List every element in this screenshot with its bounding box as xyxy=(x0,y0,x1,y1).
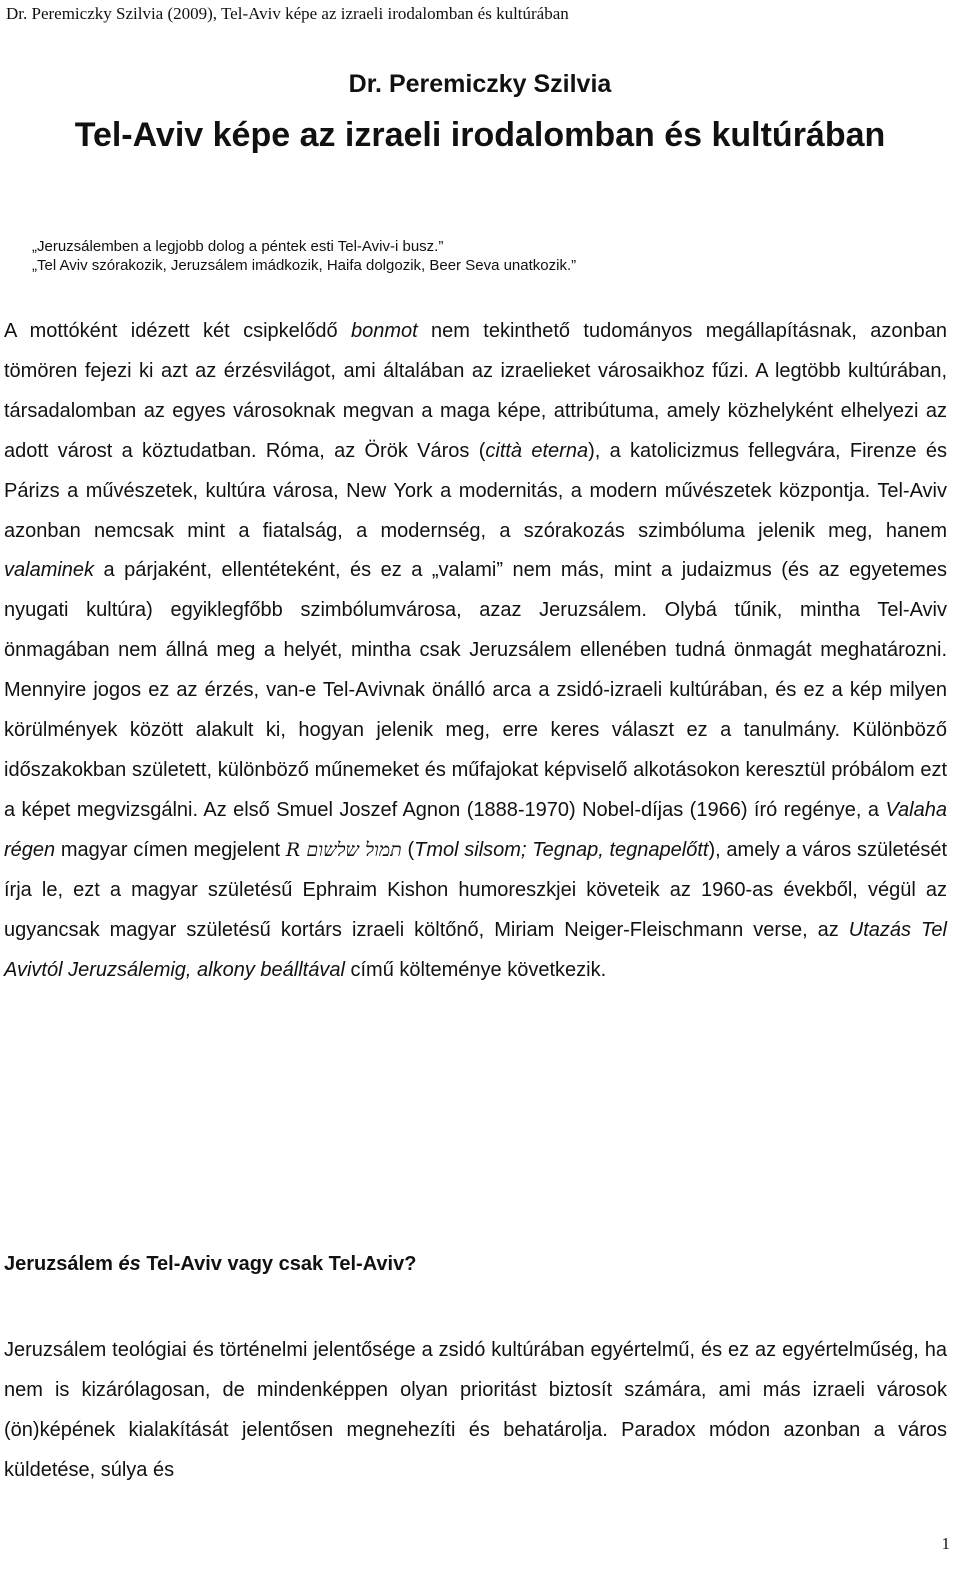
heading-run: Tel-Aviv vagy csak Tel-Aviv? xyxy=(140,1253,417,1275)
heading-italic-run: és xyxy=(118,1253,141,1275)
text-run: A mottóként idézett két csipkelődő xyxy=(4,320,351,342)
section-heading xyxy=(4,1253,416,1276)
text-run: a párjaként, ellentéteként, és ez a „valami” nem más, mint a judaizmus (és az egyetemes nyugati kultúra) egyiklegfőbb szimbólumvárosa, azaz Jeruzsálem. Olybá tűnik, mintha Tel-Aviv önmagában nem állná meg a helyét, mintha csak Jeruzsálem ellenében tudná önmagát meghatározni. Mennyire jogos ez az érzés, van-e Tel-Avivnak önálló arca a zsidó-izraeli kultúrában, és ez a kép milyen körülmények között alakult ki, hogyan jelenik meg, erre keres választ ez a tanulmány. Különböző időszakokban született, különböző műnemeket és műfajokat képviselő alkotásokon keresztül próbálom ezt a képet megvizsgálni. Az első Smuel Joszef Agnon (1888-1970) Nobel-díjas (1966) író regénye, a xyxy=(4,559,947,821)
hebrew-title: R תמול שלשום xyxy=(285,838,402,861)
document-title: Tel-Aviv képe az izraeli irodalomban és kultúrában xyxy=(74,116,886,154)
heading-run: Jeruzsálem xyxy=(4,1253,119,1275)
motto-block xyxy=(32,237,576,275)
body-paragraph: Jeruzsálem teológiai és történelmi jelentősége a zsidó kultúrában egyértelmű, és ez az egyértelműség, ha nem is kizárólagosan, de mindenképpen olyan prioritást biztosít számára, ami más izraeli városok (ön)képének kialakítását jelentősen megnehezíti és behatárolja. Paradox módon azonban a város küldetése, súlya és xyxy=(4,1339,947,1481)
text-run: ), amely a város születését írja le, ezt a magyar születésű Ephraim Kishon humoreszkjei követeik az 1960-as évekből, végül az ugyancsak magyar születésű kortárs izraeli költőnő, Miriam Neiger-Fleischmann verse, az xyxy=(4,838,947,941)
text-run: című költeménye következik. xyxy=(344,958,607,981)
running-header: Dr. Peremiczky Szilvia (2009), Tel-Aviv képe az izraeli irodalomban és kultúrában xyxy=(6,4,569,23)
page-number: 1 xyxy=(941,1534,950,1553)
italic-run: Valaha régen xyxy=(4,798,947,861)
text-run: ( xyxy=(401,838,415,861)
italic-run: valaminek xyxy=(4,559,95,582)
text-run: nem tekinthető tudományos megállapításnak, azonban tömören fejezi ki azt az érzésvilágot, ami általában az izraelieket városaikhoz fűzi. A legtöbb kultúrában, társadalomban az egyes városoknak megvan a maga képe, attribútuma, amely közhelyként elhelyezi az adott várost a köztudatban. Róma, az Örök Város ( xyxy=(4,320,948,462)
author-name: Dr. Peremiczky Szilvia xyxy=(348,70,612,98)
italic-run: bonmot xyxy=(350,320,418,342)
motto-line: „Jeruzsálemben a legjobb dolog a péntek esti Tel-Aviv-i busz.” xyxy=(32,238,444,255)
text-run: magyar címen megjelent xyxy=(55,838,286,861)
italic-run: città eterna xyxy=(485,439,589,462)
intro-paragraph xyxy=(4,312,947,990)
italic-run: Tmol silsom; Tegnap, tegnapelőtt xyxy=(414,838,709,861)
italic-run: Utazás Tel Avivtól Jeruzsálemig, alkony beálltával xyxy=(4,918,947,981)
text-run: ), a katolicizmus fellegvára, Firenze és Párizs a művészetek, kultúra városa, New York a modernitás, a modern művészetek központja. Tel-Aviv azonban nemcsak mint a fiatalság, a modernség, a szórakozás szimbóluma jelenik meg, hanem xyxy=(4,439,947,542)
motto-line: „Tel Aviv szórakozik, Jeruzsálem imádkozik, Haifa dolgozik, Beer Seva unatkozik.” xyxy=(32,257,577,274)
